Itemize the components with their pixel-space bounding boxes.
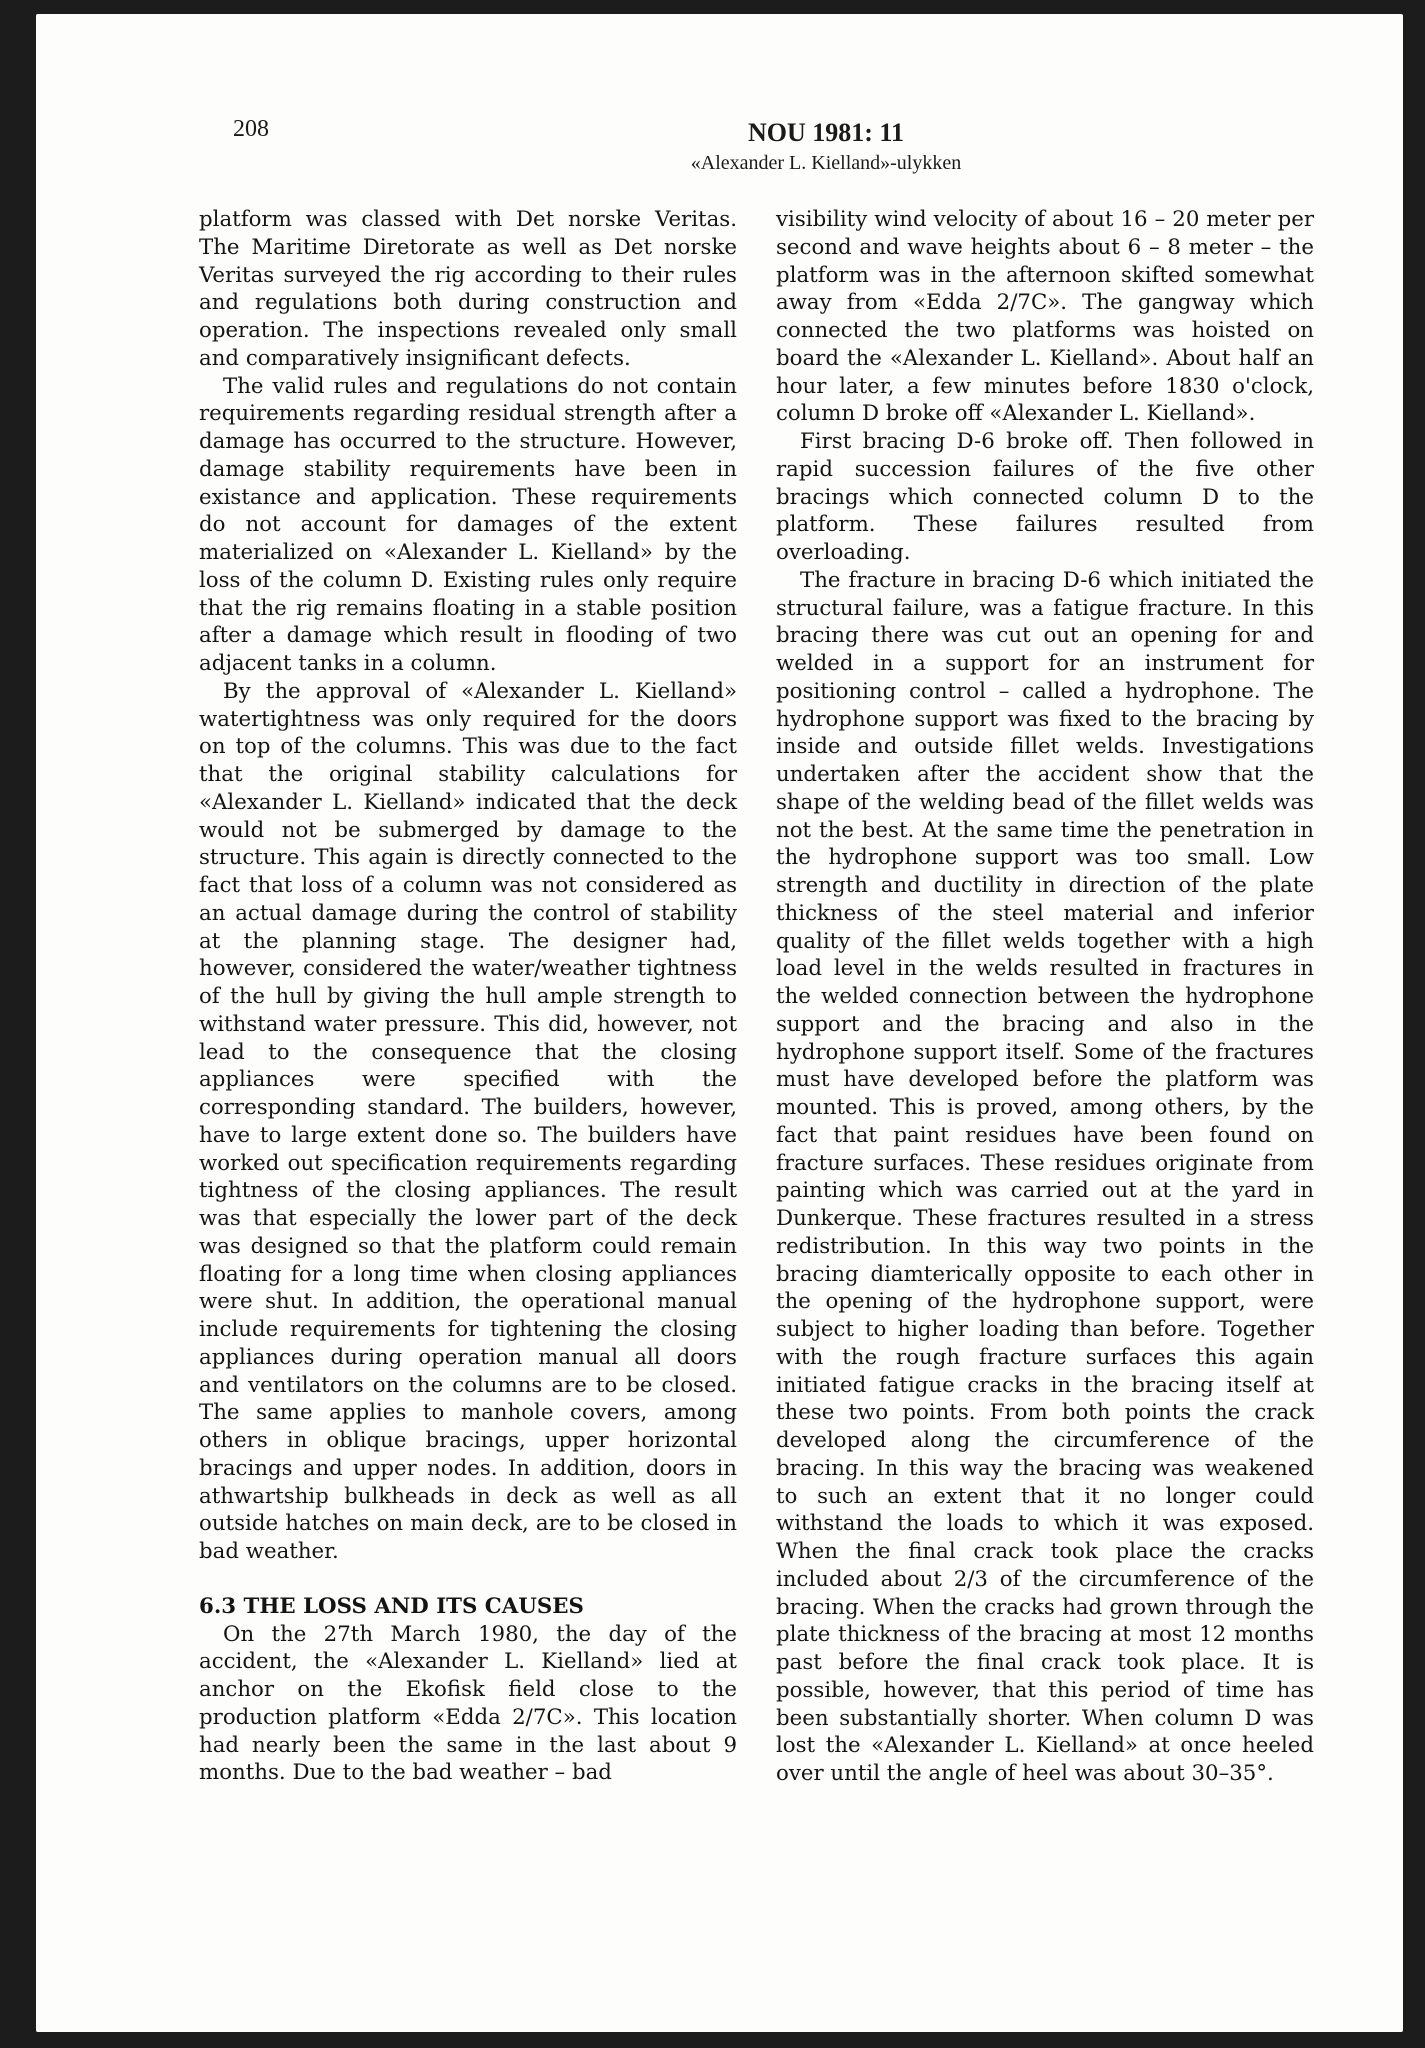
paragraph: By the approval of «Alexander L. Kielland» watertightness was only required for the doors on top of the columns. This was due to the fact that the original stability calculations for «Alexander L. Kielland» indicated that the deck would not be submerged by damage to the structure. This again is directly connected to the fact that loss of a column was not considered as an actual damage during the control of stability at the planning stage. The designer had, however, considered the water/weather tightness of the hull by giving the hull ample strength to withstand water pressure. This did, however, not lead to the consequence that the closing appliances were specified with the corresponding standard. The builders, however, have to large extent done so. The builders have worked out specification requirements regarding tightness of the closing appliances. The result was that especially the lower part of the deck was designed so that the platform could remain floating for a long time when closing appliances were shut. In addition, the operational manual include requirements for tightening the closing appliances during operation manual all doors and ventilators on the columns are to be closed. The same applies to manhole covers, among others in oblique bracings, upper horizontal bracings and upper nodes. In addition, doors in athwartship bulkheads in deck as well as all outside hatches on main deck, are to be closed in bad weather. bbox=[199, 678, 737, 1564]
paragraph: First bracing D-6 broke off. Then followed in rapid succession failures of the five other bracings which connected column D to the platform. These failures resulted from overloading. bbox=[776, 429, 1314, 565]
paragraph: The valid rules and regulations do not contain requirements regarding residual strength after a damage has occurred to the structure. However, damage stability requirements have been in existance and application. These requirements do not account for damages of the extent materialized on «Alexander L. Kielland» by the loss of the column D. Existing rules only require that the rig remains floating in a stable position after a damage which result in flooding of two adjacent tanks in a column. bbox=[199, 373, 737, 676]
page-number: 208 bbox=[233, 116, 269, 142]
left-text-column bbox=[199, 206, 737, 1787]
right-text-column bbox=[776, 206, 1314, 1788]
paragraph: platform was classed with Det norske Veritas. The Maritime Diretorate as well as Det norske Veritas surveyed the rig according to their rules and regulations both during construction and operation. The inspections revealed only small and comparatively insignificant defects. bbox=[199, 207, 737, 371]
running-subtitle: «Alexander L. Kielland»-ulykken bbox=[690, 152, 962, 174]
paragraph: The fracture in bracing D-6 which initiated the structural failure, was a fatigue fracture. In this bracing there was cut out an opening for and welded in a support for an instrument for positioning control – called a hydrophone. The hydrophone support was fixed to the bracing by inside and outside fillet welds. Investigations undertaken after the accident show that the shape of the welding bead of the fillet welds was not the best. At the same time the penetration in the hydrophone support was too small. Low strength and ductility in direction of the plate thickness of the steel material and inferior quality of the fillet welds together with a high load level in the welds resulted in fractures in the welded connection between the hydrophone support and the bracing and also in the hydrophone support itself. Some of the fractures must have developed before the platform was mounted. This is proved, among others, by the fact that paint residues have been found on fracture surfaces. These residues originate from painting which was carried out at the yard in Dunkerque. These fractures resulted in a stress redistribution. In this way two points in the bracing diamterically opposite to each other in the opening of the hydrophone support, were subject to higher loading than before. Together with the rough fracture surfaces this again initiated fatigue cracks in the bracing itself at these two points. From both points the crack developed along the circumference of the bracing. In this way the bracing was weakened to such an extent that it no longer could withstand the loads to which it was exposed. When the final crack took place the cracks included about 2/3 of the circumference of the bracing. When the cracks had grown through the plate thickness of the bracing at most 12 months past before the final crack took place. It is possible, however, that this period of time has been substantially shorter. When column D was lost the «Alexander L. Kielland» at once heeled over until the angle of heel was about 30–35°. bbox=[776, 567, 1314, 1786]
paragraph: On the 27th March 1980, the day of the accident, the «Alexander L. Kielland» lied at anchor on the Ekofisk field close to the production platform «Edda 2/7C». This location had nearly been the same in the last about 9 months. Due to the bad weather – bad bbox=[199, 1621, 737, 1786]
running-title: NOU 1981: 11 bbox=[748, 118, 904, 147]
section-heading: 6.3 THE LOSS AND ITS CAUSES bbox=[199, 1593, 584, 1619]
paragraph: visibility wind velocity of about 16 – 20 meter per second and wave heights about 6 – 8 meter – the platform was in the afternoon skifted somewhat away from «Edda 2/7C». The gangway which connected the two platforms was hoisted on board the «Alexander L. Kielland». About half an hour later, a few minutes before 1830 o'clock, column D broke off «Alexander L. Kielland». bbox=[776, 207, 1314, 427]
